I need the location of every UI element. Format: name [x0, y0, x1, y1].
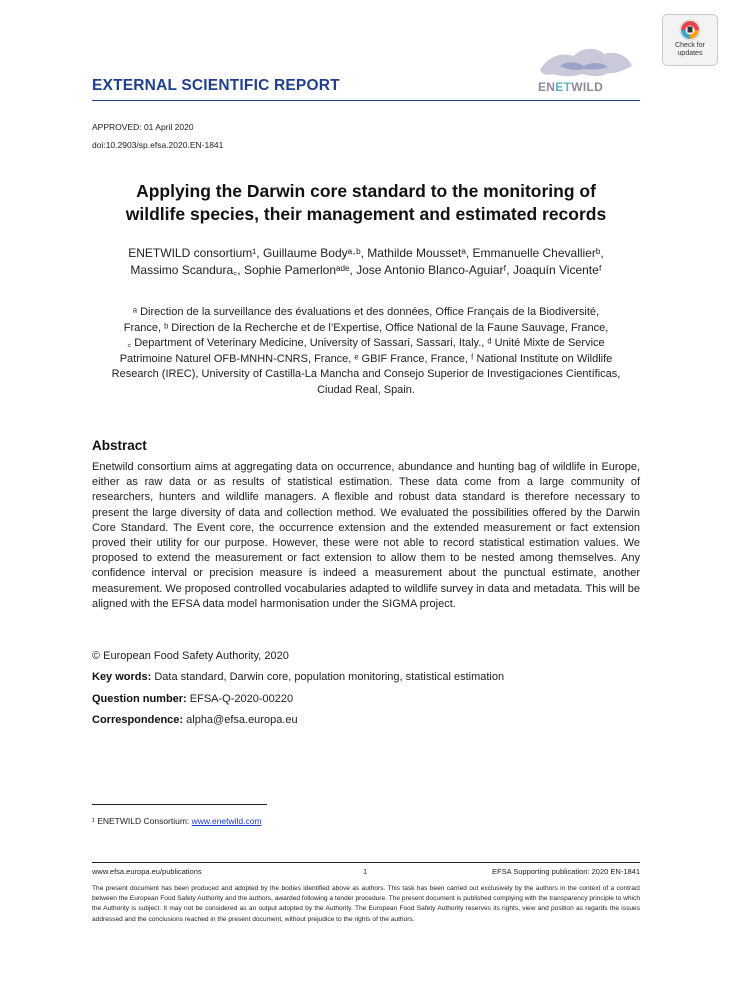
correspondence-line: Correspondence: alpha@efsa.europa.eu [92, 714, 298, 726]
doi: doi:10.2903/sp.efsa.2020.EN-1841 [92, 140, 224, 150]
footnote: ¹ ENETWILD Consortium: www.enetwild.com [92, 816, 262, 826]
enetwild-link[interactable]: www.enetwild.com [191, 816, 262, 826]
affiliation-line: Patrimoine Naturel OFB-MNHN-CNRS, France, ᵉ GBIF France, France, ᶠ National Institute on Wildlife [119, 352, 613, 365]
affiliation-line: Research (IREC), University of Castilla-La Mancha and Consejo Superior de Investigaciones Científicas, [111, 368, 621, 380]
copyright-line: © European Food Safety Authority, 2020 [92, 650, 289, 662]
keywords-line: Key words: Data standard, Darwin core, population monitoring, statistical estimation [92, 671, 505, 683]
affiliation-line: ᵃ Direction de la surveillance des évaluations et des données, Office Français de la Biodiversité, [132, 306, 600, 318]
footer-rule [92, 862, 640, 863]
correspondence-email[interactable]: alpha@efsa.europa.eu [183, 714, 298, 726]
affiliation-line: Ciudad Real, Spain. [317, 383, 415, 396]
check-for-updates-badge[interactable] [662, 14, 718, 66]
check-for-updates-label: Check for updates [675, 42, 705, 57]
enetwild-logo-text: ENETWILD [538, 80, 604, 94]
abstract-heading: Abstract [92, 438, 147, 453]
abstract-text: Enetwild consortium aims at aggregating data on occurrence, abundance and hunting bag of wildlife in Europe, either as raw data or as results of statistical estimation. These data come from a large community of researchers, hunters and wildlife managers. A flexible and robust data standard is therefore necessary to present the large diversity of data and collection method. We evaluated the possibilities offered by the Darwin Core Standard. The Event core, the occurrence extension and the extended measurement or fact extension proved their utility for our purpose. However, these were not able to record statistical estimation values. We proposed to extend the measurement or fact extension to allow them to be nested among themselves. Any confidence interval or precision measure is indeed a measurement about the punctual estimate, another measurement. We proposed controlled vocabularies adapted to wildlife survey in data and metadata. This will be aligned with the EFSA data model harmonisation under the SIGMA project. [92, 461, 640, 610]
disclaimer: The present document has been produced and adopted by the bodies identified above as authors. This task has been carried out exclusively by the authors in the context of a contract between the European Food Safety Authority and the authors, awarded following a tender procedure. The present document is published complying with the transparency principle to which the Authority is subject. It may not be considered as an output adopted by the Authority. The European Food Safety Authority reserves its rights, view and position as regards the issues addressed and the conclusions reached in the present document, without prejudice to the rights of the authors. [92, 885, 640, 923]
affiliation-line: ꜀ Department of Veterinary Medicine, University of Sassari, Sassari, Italy., ᵈ Unité Mixte de Service [127, 337, 605, 349]
affiliations [92, 305, 640, 398]
footer-url[interactable]: www.efsa.europa.eu/publications [92, 867, 202, 876]
page-number: 1 [363, 867, 368, 876]
report-type-heading: EXTERNAL SCIENTIFIC REPORT [92, 77, 340, 94]
question-number-line: Question number: EFSA-Q-2020-00220 [92, 693, 294, 705]
approved-date: APPROVED: 01 April 2020 [92, 122, 194, 132]
crossmark-icon [679, 19, 701, 41]
footnote-rule [92, 804, 267, 805]
publication-id: EFSA Supporting publication: 2020 EN-1841 [491, 867, 640, 876]
affiliation-line: France, ᵇ Direction de la Recherche et de l’Expertise, Office National de la Faune Sauvage, France, [123, 321, 609, 334]
author-list: ENETWILD consortium¹, Guillaume Bodyᵃ·ᵇ, Mathilde Moussetᵃ, Emmanuelle Chevallierᵇ, Massimo Scandura꜀, Sophie Pamerlonᵃᵈᵉ, Jose Antonio Blanco-Aguiarᶠ, Joaquín Vicenteᶠ [128, 246, 604, 277]
paper-title: Applying the Darwin core standard to the monitoring of wildlife species, their management and estimated records [125, 181, 607, 224]
